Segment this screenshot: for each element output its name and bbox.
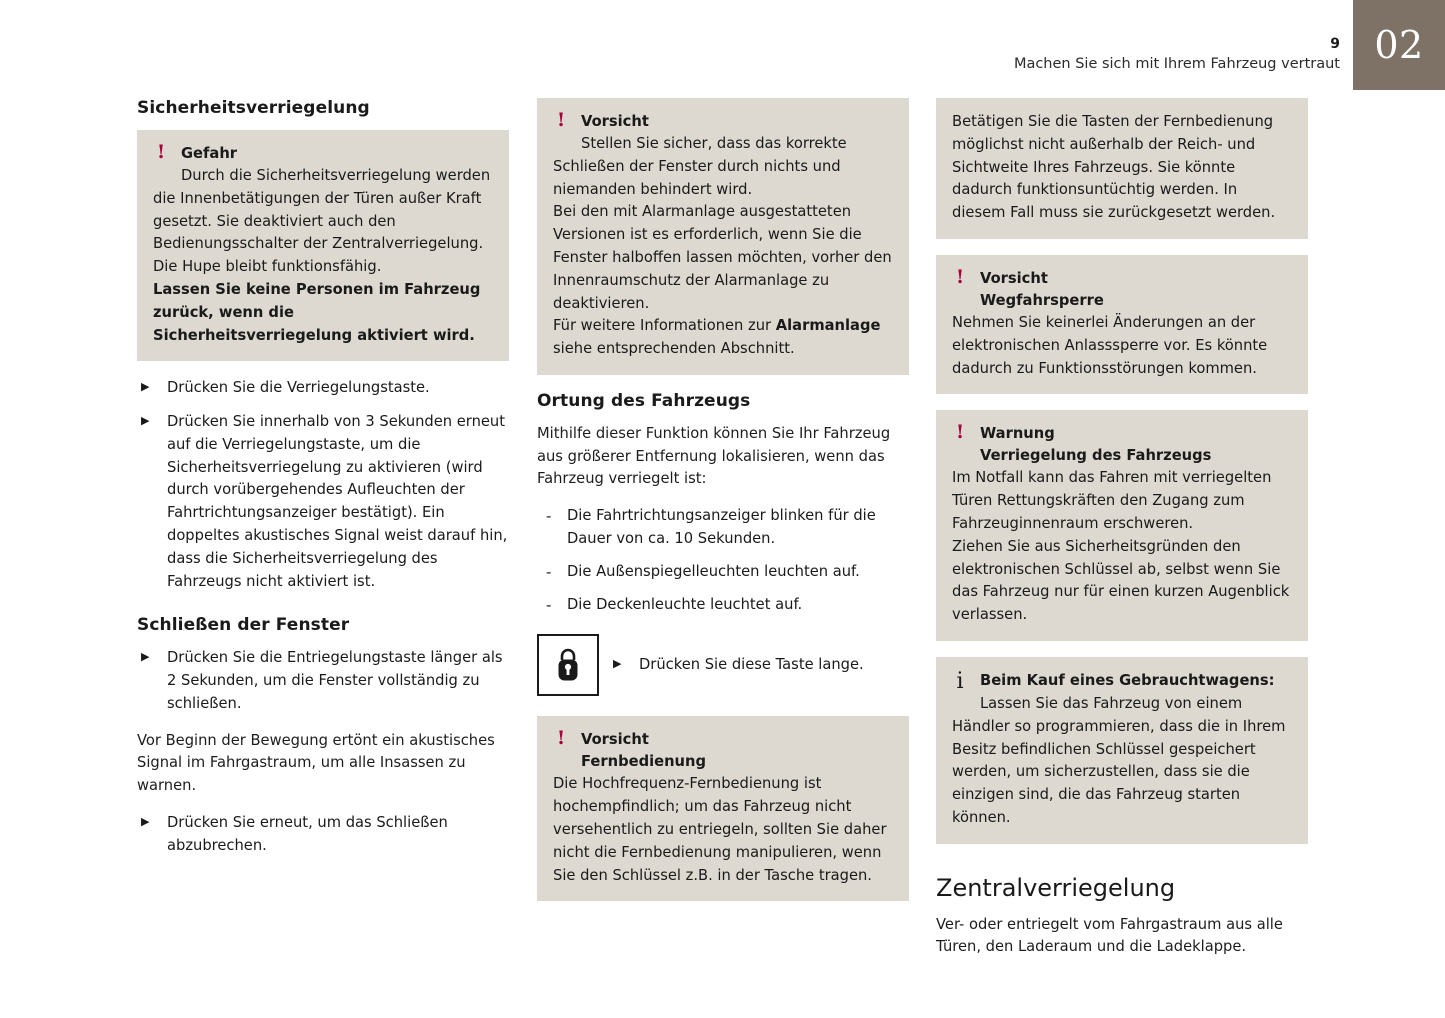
notice-text: Stellen Sie sicher, dass das korrekte Schließen der Fenster durch nichts und niemanden behindert wird. (553, 135, 847, 198)
list-item: ▶ Drücken Sie die Verriegelungstaste. (137, 377, 509, 400)
notice-text-3 (553, 315, 893, 361)
notice-text: Lassen Sie das Fahrzeug von einem Händler so programmieren, dass die in Ihrem Besitz befindlichen Schlüssel gespeichert werden, um sicherzustellen, dass sie die einzigen sind, die das Fahrzeug starten können. (952, 695, 1286, 826)
list-item: - Die Außenspiegelleuchten leuchten auf. (537, 561, 909, 584)
notice-warning-locking (936, 410, 1308, 641)
notice-title: Warnung (980, 425, 1055, 443)
icon-caption: ▶ Drücken Sie diese Taste lange. (613, 654, 864, 676)
notice-title: Vorsicht (581, 731, 649, 749)
lock-key-icon (537, 634, 599, 696)
notice-text-3-bold: Alarmanlage (775, 317, 881, 335)
bullet-list-verriegelung (137, 377, 509, 593)
list-item: - Die Fahrtrichtungsanzeiger blinken für die Dauer von ca. 10 Sekunden. (537, 505, 909, 551)
paragraph-ortung: Mithilfe dieser Funktion können Sie Ihr Fahrzeug aus größerer Entfernung lokalisieren, wenn das Fahrzeug verriegelt ist: (537, 424, 891, 488)
list-item: - Die Deckenleuchte leuchtet auf. (537, 594, 909, 617)
notice-title: Beim Kauf eines Gebrauchtwagens: (980, 671, 1275, 689)
warning-exclamation-icon: ! (955, 421, 965, 444)
notice-caution-windows (537, 98, 909, 375)
notice-text: Die Hochfrequenz-Fernbedienung ist hochempfindlich; um das Fahrzeug nicht versehentlich zu entriegeln, sollten Sie daher nicht die Fernbedienung manipulieren, wenn Sie den Schlüssel z.B. in der Tasche tragen. (553, 775, 887, 884)
column-three (936, 98, 1308, 973)
info-icon: i (956, 668, 964, 694)
notice-subtitle: Verriegelung des Fahrzeugs (980, 447, 1212, 465)
list-item: ▶ Drücken Sie erneut, um das Schließen abzubrechen. (137, 812, 509, 858)
warning-exclamation-icon: ! (556, 727, 566, 750)
column-two (537, 98, 909, 917)
notice-range (936, 98, 1308, 239)
notice-text-3: Lassen Sie keine Personen im Fahrzeug zurück, wenn die Sicherheitsverriegelung aktiviert wird. (153, 280, 481, 344)
notice-text-3-b: siehe entsprechenden Abschnitt. (553, 340, 795, 358)
notice-caution-remote (537, 716, 909, 901)
bullet-list-fenster (137, 647, 509, 715)
notice-subtitle: Fernbedienung (581, 753, 706, 771)
warning-exclamation-icon: ! (955, 265, 965, 288)
notice-text: Im Notfall kann das Fahren mit verriegelten Türen Rettungskräften den Zugang zum Fahrzeuginnenraum erschweren. (952, 469, 1272, 532)
section-heading-sicherheitsverriegelung: Sicherheitsverriegelung (137, 98, 370, 118)
notice-title: Vorsicht (980, 269, 1048, 287)
dash-list-ortung (537, 505, 909, 616)
notice-text-2: Bei den mit Alarmanlage ausgestatteten Versionen ist es erforderlich, wenn Sie die Fenster halboffen lassen möchten, vorher den Innenraumschutz der Alarmanlage zu deaktivieren. (553, 203, 892, 312)
warning-exclamation-icon: ! (156, 141, 166, 163)
bullet-list-abbrechen (137, 812, 509, 858)
header-title: Machen Sie sich mit Ihrem Fahrzeug vertraut (1013, 56, 1340, 72)
lock-button-illustration (537, 634, 909, 696)
notice-text: Betätigen Sie die Tasten der Fernbedienung möglichst nicht außerhalb der Reich- und Sichtweite Ihres Fahrzeugs. Sie könnte dadurch funktionsuntüchtig werden. In diesem Fall muss sie zurückgesetzt werden. (952, 113, 1276, 222)
page-header (1014, 36, 1340, 72)
section-heading-zentralverriegelung: Zentralverriegelung (936, 873, 1176, 902)
notice-subtitle: Wegfahrsperre (980, 291, 1104, 309)
paragraph-warnsignal: Vor Beginn der Bewegung ertönt ein akustisches Signal im Fahrgastraum, um alle Insassen zu warnen. (137, 731, 495, 795)
notice-text-2: Die Hupe bleibt funktionsfähig. (153, 258, 382, 276)
column-one (137, 98, 509, 872)
notice-text: Durch die Sicherheitsverriegelung werden die Innenbetätigungen der Türen außer Kraft gesetzt. Sie deaktiviert auch den Bedienungsschalter der Zentralverriegelung. (153, 167, 491, 253)
notice-used-car (936, 657, 1308, 844)
notice-danger (137, 130, 509, 361)
notice-text-2: Ziehen Sie aus Sicherheitsgründen den elektronischen Schlüssel ab, selbst wenn Sie das Fahrzeug nur für einen kurzen Augenblick verlassen. (952, 537, 1290, 624)
warning-exclamation-icon: ! (556, 109, 566, 131)
page-number: 9 (1330, 36, 1340, 52)
paragraph-zentralverriegelung: Ver- oder entriegelt vom Fahrgastraum aus alle Türen, den Laderaum und die Ladeklappe. (936, 915, 1283, 956)
notice-text-3-a: Für weitere Informationen zur (553, 317, 776, 335)
section-heading-schliessen-der-fenster: Schließen der Fenster (137, 615, 350, 636)
notice-title: Gefahr (181, 145, 238, 162)
notice-text: Nehmen Sie keinerlei Änderungen an der elektronischen Anlasssperre vor. Es könnte dadurch zu Funktionsstörungen kommen. (952, 314, 1268, 377)
list-item: ▶ Drücken Sie die Entriegelungstaste länger als 2 Sekunden, um die Fenster vollständig zu schließen. (137, 647, 509, 715)
notice-title: Vorsicht (581, 113, 649, 130)
chapter-tab: 02 (1353, 0, 1445, 90)
notice-immobiliser (936, 255, 1308, 394)
section-heading-ortung: Ortung des Fahrzeugs (537, 390, 751, 411)
list-item: ▶ Drücken Sie innerhalb von 3 Sekunden erneut auf die Verriegelungstaste, um die Sicherheitsverriegelung zu aktivieren (wird durch vorübergehendes Aufleuchten der Fahrtrichtungsanzeiger bestätigt). Ein doppeltes akustisches Signal weist darauf hin, dass die Sicherheitsverriegelung des Fahrzeugs nicht aktiviert ist. (137, 411, 509, 593)
